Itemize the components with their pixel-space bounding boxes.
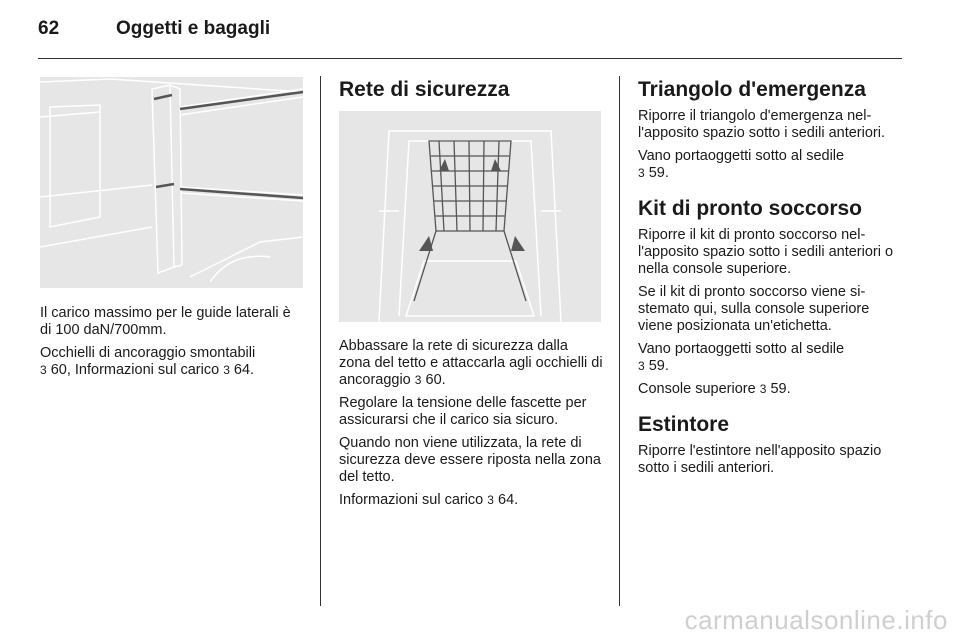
ref-arrow-icon: 3 [638, 166, 645, 180]
text: Vano portaoggetti sotto al sedile [638, 148, 845, 164]
paragraph [339, 338, 603, 389]
page-title: Oggetti e bagagli [116, 18, 271, 39]
ref-arrow-icon: 3 [414, 373, 422, 387]
ref-arrow-icon: 3 [759, 382, 767, 396]
cross-reference: 60. [425, 372, 446, 388]
text: Informazioni sul carico [339, 492, 484, 508]
column-right [638, 108, 902, 483]
paragraph: Regolare la tensione delle fascette per assicurarsi che il carico sia sicuro. [339, 395, 587, 428]
paragraph: Riporre l'estintore nell'apposito spazio sotto i sedili anteriori. [638, 443, 882, 476]
section-heading: Triangolo d'emergenza [638, 78, 866, 101]
page-number: 62 [38, 18, 60, 39]
text: Vano portaoggetti sotto al sedile [638, 341, 845, 357]
paragraph: Riporre il triangolo d'emergenza nell'apposito spazio sotto i sedili anteriori. [638, 108, 885, 141]
paragraph [638, 341, 902, 375]
cross-reference: 59. [648, 165, 669, 181]
header-rule [38, 58, 902, 59]
paragraph [638, 148, 902, 182]
column-separator [320, 76, 321, 606]
column-left [40, 305, 304, 385]
section-heading: Estintore [638, 413, 730, 436]
side-rails-illustration [40, 77, 303, 288]
cross-reference: 59. [648, 358, 669, 374]
column-middle [339, 338, 603, 515]
paragraph: Quando non viene utilizzata, la rete di sicurezza deve essere riposta nella zona del tetto. [339, 435, 601, 485]
paragraph: Il carico massimo per le guide laterali è di 100 daN/700mm. [40, 305, 291, 338]
section-heading: Rete di sicurezza [339, 78, 510, 101]
section-heading: Kit di pronto soccorso [638, 197, 863, 220]
cross-reference: 64. [233, 362, 255, 378]
cross-reference: 64. [498, 492, 519, 508]
ref-arrow-icon: 3 [638, 359, 645, 373]
text: Abbassare la rete di sicurezza dalla zona del tetto e attaccarla agli occhielli di ancoraggio [339, 338, 603, 388]
ref-arrow-icon: 3 [223, 363, 230, 377]
ref-arrow-icon: 3 [40, 363, 47, 377]
text: Console superiore [638, 381, 756, 397]
safety-net-drawing [339, 111, 601, 322]
paragraph [638, 381, 902, 398]
ref-arrow-icon: 3 [487, 493, 494, 507]
paragraph: Se il kit di pronto soccorso viene sistemato qui, sulla console superiore viene posizionata un'etichetta. [638, 284, 870, 334]
column-separator [619, 76, 620, 606]
paragraph [40, 345, 304, 379]
text: Occhielli di ancoraggio smontabili [40, 345, 256, 361]
safety-net-illustration [339, 111, 601, 322]
side-rails-drawing [40, 77, 303, 288]
paragraph: Riporre il kit di pronto soccorso nell'apposito spazio sotto i sedili anteriori o nella console superiore. [638, 227, 894, 277]
cross-reference: 60, Informazioni sul carico [50, 362, 220, 378]
cross-reference: 59. [770, 381, 791, 397]
watermark: carmanualsonline.info [684, 605, 948, 635]
paragraph [339, 492, 603, 509]
